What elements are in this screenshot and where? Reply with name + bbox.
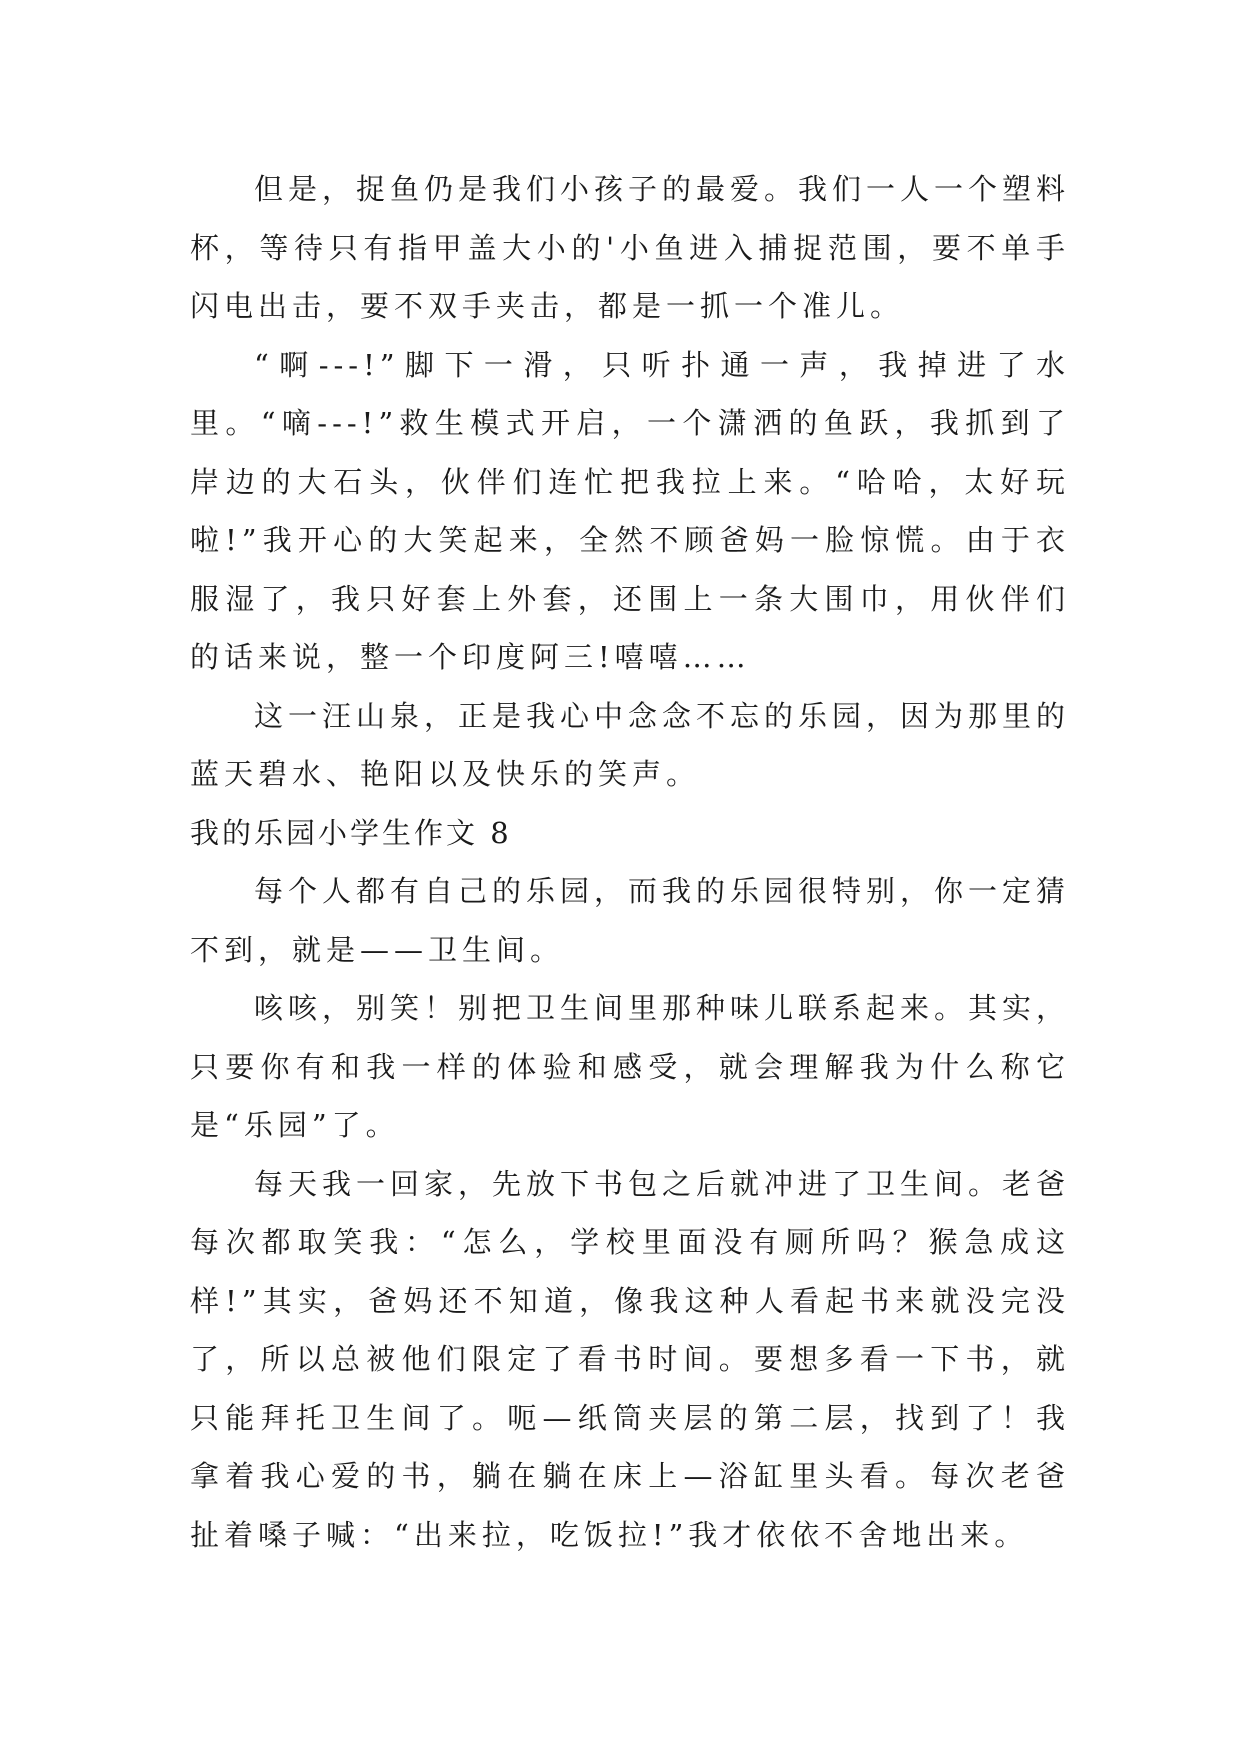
paragraph: “啊---!”脚下一滑，只听扑通一声，我掉进了水里。“嘀---!”救生模式开启，一个潇洒的鱼跃，我抓到了岸边的大石头，伙伴们连忙把我拉上来。“哈哈，太好玩啦!”我开心的大笑起来，全然不顾爸妈一脸惊慌。由于衣服湿了，我只好套上外套，还围上一条大围巾，用伙伴们的话来说，整一个印度阿三!嘻嘻…… [190, 347, 1070, 674]
paragraph: 这一汪山泉，正是我心中念念不忘的乐园，因为那里的蓝天碧水、艳阳以及快乐的笑声。 [190, 698, 1071, 791]
paragraph: 每个人都有自己的乐园，而我的乐园很特别，你一定猜不到，就是——卫生间。 [190, 874, 1071, 967]
paragraph: 每天我一回家，先放下书包之后就冲进了卫生间。老爸每次都取笑我：“怎么，学校里面没有厕所吗？猴急成这样!”其实，爸妈还不知道，像我这种人看起书来就没完没了，所以总被他们限定了看书时间。要想多看一下书，就只能拜托卫生间了。呃—纸筒夹层的第二层，找到了！我拿着我心爱的书，躺在躺在床上—浴缸里头看。每次老爸扯着嗓子喊：“出来拉，吃饭拉!”我才依依不舍地出来。 [190, 1166, 1071, 1552]
paragraph: 但是，捉鱼仍是我们小孩子的最爱。我们一人一个塑料杯，等待只有指甲盖大小的'小鱼进入捕捉范围，要不单手闪电出击，要不双手夹击，都是一抓一个准儿。 [190, 172, 1071, 323]
essay-heading: 我的乐园小学生作文 8 [190, 815, 512, 850]
document-body [190, 160, 1070, 1564]
paragraph: 咳咳，别笑！别把卫生间里那种味儿联系起来。其实，只要你有和我一样的体验和感受，就会理解我为什么称它是“乐园”了。 [190, 991, 1071, 1142]
